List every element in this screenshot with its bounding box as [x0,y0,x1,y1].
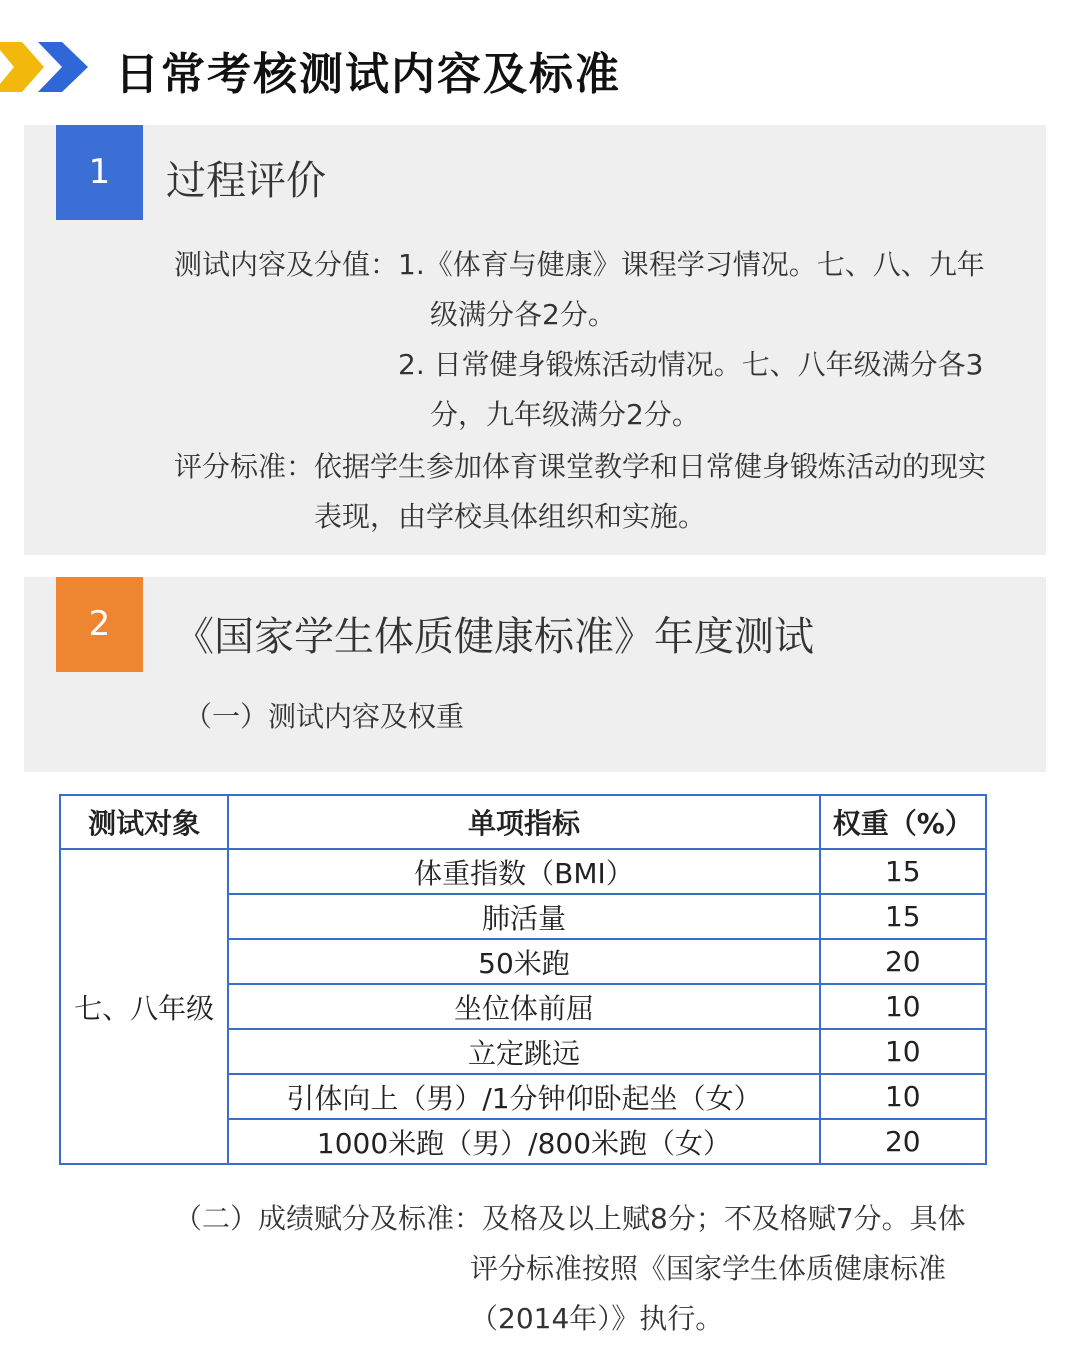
section-number-badge: 2 [56,577,143,672]
weight-cell: 20 [820,939,986,984]
item-cell: 肺活量 [228,894,819,939]
item-cell: 体重指数（BMI） [228,849,819,894]
double-chevron-right-icon [0,42,100,92]
section-title: 过程评价 [166,158,326,204]
table-row [60,849,986,894]
column-header: 单项指标 [228,795,819,849]
weight-cell: 15 [820,894,986,939]
item-cell: 50米跑 [228,939,819,984]
content-line: 测试内容及分值：1.《体育与健康》课程学习情况。七、八、九年 [174,248,985,281]
scoring-line: 评分标准：依据学生参加体育课堂教学和日常健身锻炼活动的现实 [174,450,987,483]
table-header-row [60,795,986,849]
page-title: 日常考核测试内容及标准 [115,49,621,100]
process-evaluation-card [24,125,1046,555]
scoring-line: 评分标准按照《国家学生体质健康标准 [470,1252,947,1285]
group-cell: 七、八年级 [60,849,228,1164]
weights-table [59,794,987,1165]
weight-cell: 10 [820,1029,986,1074]
item-cell: 立定跳远 [228,1029,819,1074]
scoring-line: （2014年）》执行。 [470,1302,724,1335]
weight-cell: 10 [820,984,986,1029]
item-cell: 坐位体前屈 [228,984,819,1029]
item-cell: 引体向上（男）/1分钟仰卧起坐（女） [228,1074,819,1119]
content-line: 级满分各2分。 [430,298,616,331]
weight-cell: 15 [820,849,986,894]
subsection-title: （一）测试内容及权重 [184,700,465,733]
weight-cell: 20 [820,1119,986,1164]
section-number-badge: 1 [56,125,143,220]
weight-cell: 10 [820,1074,986,1119]
column-header: 权重（%） [820,795,986,849]
item-cell: 1000米跑（男）/800米跑（女） [228,1119,819,1164]
content-line: 分，九年级满分2分。 [430,398,700,431]
page-header [0,0,1080,125]
content-line: 2. 日常健身锻炼活动情况。七、八年级满分各3 [398,348,984,381]
column-header: 测试对象 [60,795,228,849]
section-title: 《国家学生体质健康标准》年度测试 [174,614,814,660]
scoring-line: 表现，由学校具体组织和实施。 [314,500,707,533]
scoring-line: （二）成绩赋分及标准：及格及以上赋8分；不及格赋7分。具体 [174,1202,966,1235]
